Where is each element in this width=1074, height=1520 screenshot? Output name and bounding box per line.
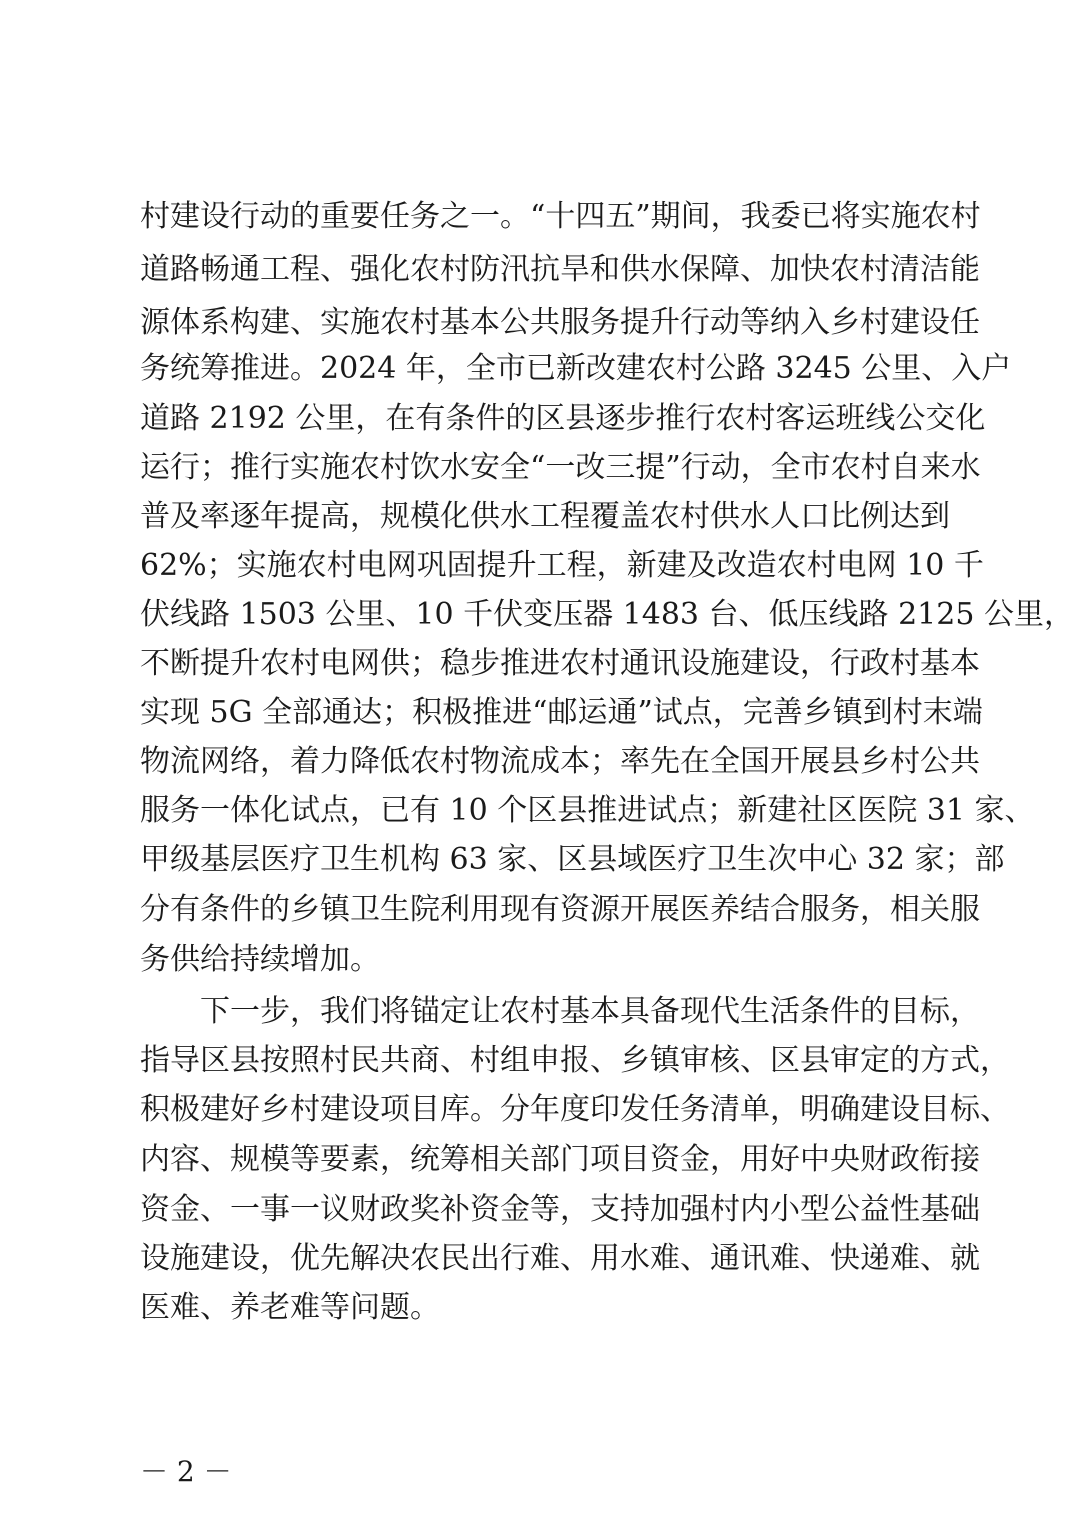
text-line: 运行；推行实施农村饮水安全“一改三提”行动，全市农村自来水 <box>140 450 981 485</box>
text-line: 不断提升农村电网供；稳步推进农村通讯设施建设，行政村基本 <box>140 646 980 681</box>
text-line: 伏线路 1503 公里、10 千伏变压器 1483 台、低压线路 2125 公里， <box>140 597 1074 632</box>
text-line: 村建设行动的重要任务之一。“十四五”期间，我委已将实施农村 <box>140 199 981 234</box>
text-line: 服务一体化试点，已有 10 个区县推进试点；新建社区医院 31 家、 <box>140 793 1035 828</box>
text-line: 实现 5G 全部通达；积极推进“邮运通”试点，完善乡镇到村末端 <box>140 695 983 730</box>
text-line: 务供给持续增加。 <box>140 942 380 977</box>
text-line: 62%；实施农村电网巩固提升工程，新建及改造农村电网 10 千 <box>140 548 984 583</box>
text-line: 设施建设，优先解决农民出行难、用水难、通讯难、快递难、就 <box>140 1241 980 1276</box>
text-line: 甲级基层医疗卫生机构 63 家、区县域医疗卫生次中心 32 家；部 <box>140 842 1005 877</box>
text-line: 道路 2192 公里，在有条件的区县逐步推行农村客运班线公交化 <box>140 401 986 436</box>
text-line: 分有条件的乡镇卫生院利用现有资源开展医养结合服务，相关服 <box>140 892 980 927</box>
text-line: 指导区县按照村民共商、村组申报、乡镇审核、区县审定的方式， <box>140 1043 1010 1078</box>
text-line: 普及率逐年提高，规模化供水工程覆盖农村供水人口比例达到 <box>140 499 950 534</box>
text-line: 资金、一事一议财政奖补资金等，支持加强村内小型公益性基础 <box>140 1192 980 1227</box>
text-line: 道路畅通工程、强化农村防汛抗旱和供水保障、加快农村清洁能 <box>140 252 980 287</box>
text-line: 源体系构建、实施农村基本公共服务提升行动等纳入乡村建设任 <box>140 305 980 340</box>
text-line: 积极建好乡村建设项目库。分年度印发任务清单，明确建设目标、 <box>140 1092 1010 1127</box>
text-line: 内容、规模等要素，统筹相关部门项目资金，用好中央财政衔接 <box>140 1142 980 1177</box>
page-number: － 2 － <box>140 1455 232 1488</box>
text-line: 务统筹推进。2024 年，全市已新改建农村公路 3245 公里、入户 <box>140 351 1012 386</box>
text-line: 物流网络，着力降低农村物流成本；率先在全国开展县乡村公共 <box>140 744 980 779</box>
text-line: 医难、养老难等问题。 <box>140 1290 440 1325</box>
text-line: 下一步，我们将锚定让农村基本具备现代生活条件的目标， <box>200 994 980 1029</box>
